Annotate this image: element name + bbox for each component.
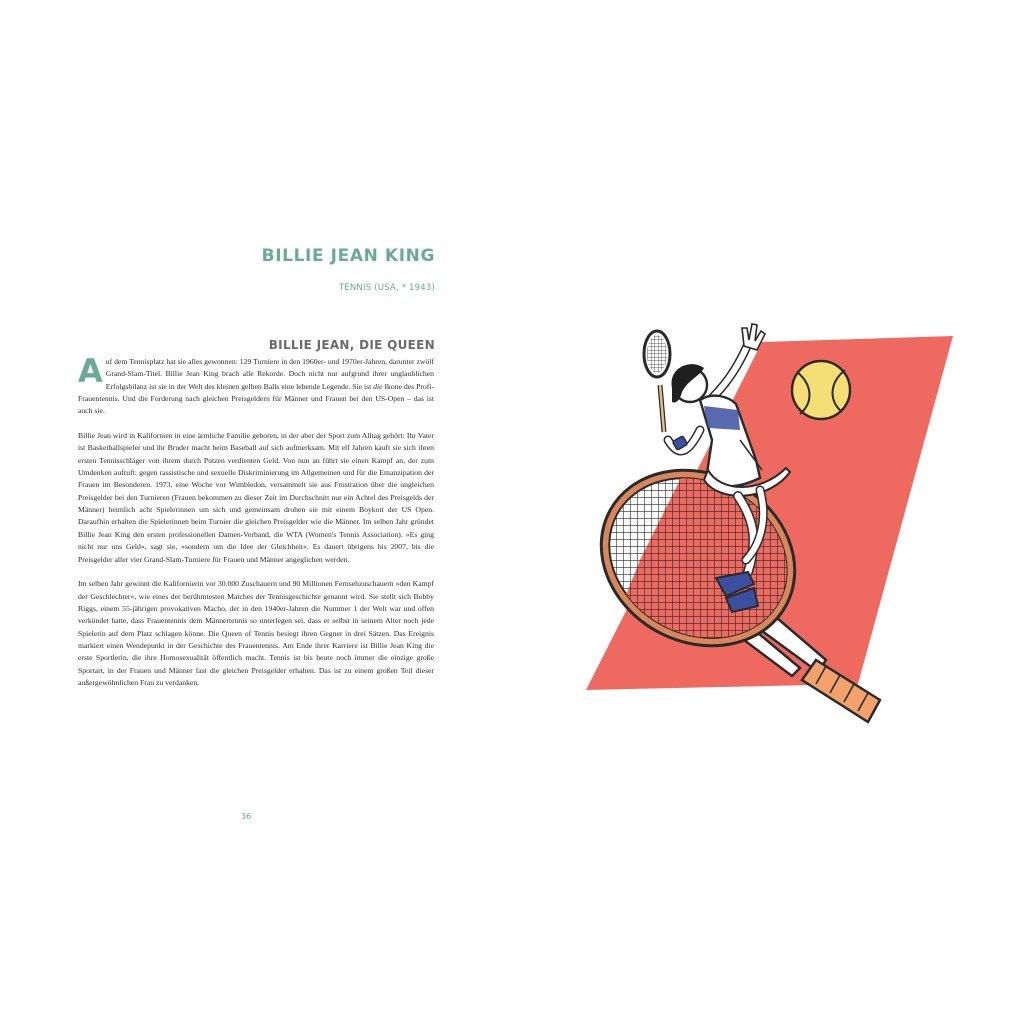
tennis-ball-icon <box>792 361 850 419</box>
paragraph-1-end: Ikone des Profi-Frauentennis. Und die Forderung nach gleichen Preisgeldern für Männer und Frauen bei den US-Open – das ist auch sie. <box>78 381 434 416</box>
drop-cap: A <box>78 352 103 390</box>
paragraph-1-text: uf dem Tennisplatz hat sie alles gewonnen: 129 Turniere in den 1960er- und 1970er-Jahren, darunter zwölf Grand-Slam-Titel. Billie Jean King brach alle Rekorde. Doch nicht nur aufgrund ihrer unglaublichen Erfolgsbilanz ist sie in der Welt des kleinen gelben Balls eine lebende Legende. Sie ist <box>105 357 434 391</box>
page-number: 36 <box>241 812 252 821</box>
paragraph-2: Billie Jean wird in Kalifornien in eine ärmliche Familie geboren, in der aber der Sport zum Alltag gehört: Ihr Vater ist Basketballspieler und ihr Bruder macht beim Baseball auf sich aufmerksam. Mit elf Jahren kauft sie sich ihren ersten Tennisschläger von ihrem durch Putzen verdienten Geld. Von nun an führt sie einen Kampf an, der zum Umdenken aufruft: gegen rassistische und sexuelle Diskriminierung im Allgemeinen und für die Emanzipation der Frauen im Besonderen. 1973, eine Woche vor Wimbledon, versammelt sie aus Frustration über die ungleichen Preisgelder bei den Turnieren (Frauen bekommen zu dieser Zeit im Durchschnitt nur ein Achtel des Preisgelds der Männer) heimlich acht Spielerinnen um sich und gemeinsam drohen sie mit einem Boykott der US Open. Daraufhin erhalten die Spielerinnen beim Turnier die gleichen Preisgelder wie die Männer. Im selben Jahr gründet Billie Jean King den ersten professionellen Damen-Verband, die WTA (Women's Tennis Association). »Es ging nicht nur uns Geld«, sagt sie, »sondern um die Idee der Gleichheit«. Es dauert übrigens bis 2007, bis die Preisgelder aller vier Grand-Slam-Turniere für Frauen und Männer angeglichen werden. <box>78 431 434 564</box>
tennis-player-illustration <box>570 300 990 740</box>
paragraph-3: Im selben Jahr gewinnt die Kalifornierin vor 30.000 Zuschauern und 90 Millionen Fernsehzuschauern »den Kampf der Geschlechter«, wie eines der berühmtesten Matches der Tennisgeschichte genannt wird. Sie stellt sich Bobby Riggs, einem 55-jährigen provokativen Macho, der in den 1940er-Jahren die Nummer 1 der Welt war und offen verkündet hatte, dass Frauentennis dem Männertennis so unterlegen sei, dass er selbst in seinem Alter noch jede Spielerin auf dem Platz schlagen könne. Die Queen of Tennis besiegt ihren Gegner in drei Sätzen. Das Ereignis markiert einen Wendepunkt in der Geschichte des Frauentennis. Am Ende ihrer Karriere ist Billie Jean King die erste Sportlerin, die ihre Homosexualität öffentlich macht. Tennis ist bis heute noch immer die einzige große Sportart, in der Frauen und Männer fast die gleichen Preisgelder erhalten. Das ist zu einem großen Teil dieser außergewöhnlichen Frau zu verdanken. <box>78 579 434 687</box>
paragraph-1-emphasis: die <box>373 381 383 391</box>
section-title: BILLIE JEAN, DIE QUEEN <box>268 338 435 352</box>
article-body <box>78 352 434 702</box>
paragraph-1 <box>78 352 434 418</box>
small-racket-icon <box>644 331 670 432</box>
page-subtitle: TENNIS (USA, * 1943) <box>338 283 435 293</box>
page-title: BILLIE JEAN KING <box>261 246 435 266</box>
